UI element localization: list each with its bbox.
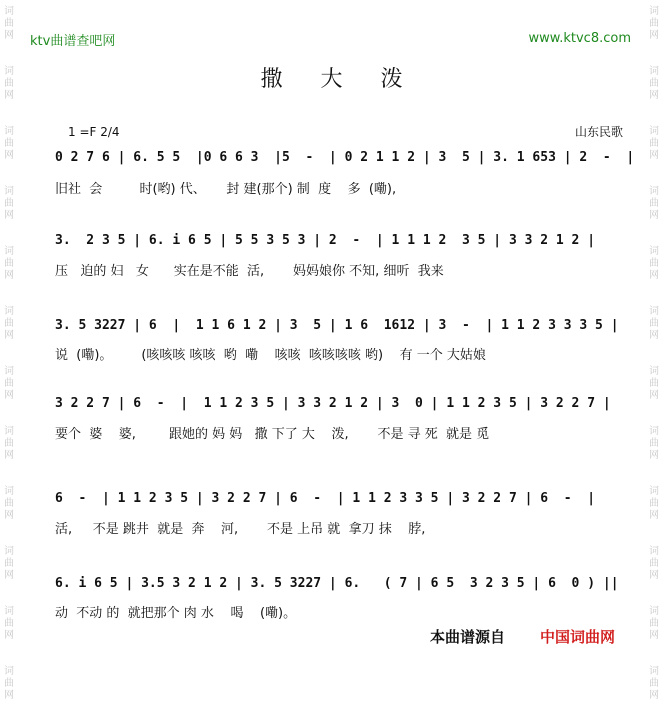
- watermark-char: 曲: [649, 558, 659, 569]
- watermark-char: 词: [4, 186, 14, 197]
- source-label: 本曲谱源自: [430, 628, 506, 646]
- lyrics-row: 旧社 会 时(哟) 代、 封 建(那个) 制 度 多 (嘞),: [55, 182, 397, 197]
- watermark-char: 词: [4, 486, 14, 497]
- watermark-char: 曲: [4, 318, 14, 329]
- watermark-char: 网: [4, 330, 14, 341]
- lyrics-row: 说 (嘞)。 (咳咳咳 咳咳 哟 嘞 咳咳 咳咳咳咳 哟) 有 一个 大姑娘: [55, 348, 486, 363]
- watermark-char: 网: [649, 30, 659, 41]
- watermark-char: 词: [4, 606, 14, 617]
- watermark-char: 网: [649, 570, 659, 581]
- watermark-char: 词: [4, 66, 14, 77]
- watermark-char: 曲: [649, 258, 659, 269]
- watermark-char: 词: [4, 666, 14, 677]
- watermark-char: 网: [649, 630, 659, 641]
- watermark-char: 曲: [649, 138, 659, 149]
- watermark-char: 词: [4, 426, 14, 437]
- watermark-char: 网: [649, 270, 659, 281]
- watermark-char: 词: [649, 6, 659, 17]
- watermark-char: 词: [4, 6, 14, 17]
- watermark-char: 曲: [649, 318, 659, 329]
- watermark-char: 曲: [649, 498, 659, 509]
- watermark-char: 词: [4, 306, 14, 317]
- watermark-char: 词: [649, 666, 659, 677]
- watermark-char: 网: [4, 690, 14, 701]
- watermark-char: 曲: [649, 198, 659, 209]
- watermark-char: 词: [649, 546, 659, 557]
- notation-row: 6 - | 1 1 2 3 5 | 3 2 2 7 | 6 - | 1 1 2 3 3 5 | 3 2 2 7 | 6 - |: [55, 491, 596, 506]
- notation-row: 0 2 7 6 | 6. 5 5 |0 6 6 3 |5 - | 0 2 1 1 2 | 3 5 | 3. 1 653 | 2 - |: [55, 150, 635, 165]
- notation-row: 3 2 2 7 | 6 - | 1 1 2 3 5 | 3 3 2 1 2 | 3 0 | 1 1 2 3 5 | 3 2 2 7 |: [55, 396, 611, 411]
- watermark-char: 网: [649, 90, 659, 101]
- watermark-char: 网: [4, 30, 14, 41]
- watermark-char: 网: [4, 210, 14, 221]
- notation-row: 6. i 6 5 | 3.5 3 2 1 2 | 3. 5 3227 | 6. ( 7 | 6 5 3 2 3 5 | 6 0 ) ||: [55, 576, 619, 591]
- watermark-left: [2, 0, 16, 701]
- notation-row: 3. 5 3227 | 6 | 1 1 6 1 2 | 3 5 | 1 6 1612 | 3 - | 1 1 2 3 3 3 5 |: [55, 318, 619, 333]
- lyrics-row: 动 不动 的 就把那个 肉 水 喝 (嘞)。: [55, 606, 297, 621]
- lyrics-row: 压 迫的 妇 女 实在是不能 活, 妈妈娘你 不知, 细听 我来: [55, 264, 444, 279]
- watermark-char: 曲: [4, 558, 14, 569]
- watermark-char: 曲: [649, 378, 659, 389]
- site-name-left[interactable]: ktv曲谱查吧网: [30, 34, 116, 49]
- watermark-char: 网: [4, 450, 14, 461]
- lyrics-row: 活, 不是 跳井 就是 奔 河, 不是 上吊 就 拿刀 抹 脖,: [55, 522, 426, 537]
- watermark-char: 词: [4, 366, 14, 377]
- watermark-char: 曲: [4, 378, 14, 389]
- site-url-right[interactable]: www.ktvc8.com: [528, 31, 631, 46]
- source-site-link[interactable]: 中国词曲网: [540, 628, 616, 646]
- watermark-char: 词: [4, 126, 14, 137]
- watermark-char: 网: [4, 630, 14, 641]
- watermark-char: 网: [649, 510, 659, 521]
- watermark-char: 词: [649, 186, 659, 197]
- song-title: 撒大泼: [260, 67, 441, 92]
- watermark-char: 网: [649, 330, 659, 341]
- watermark-right: [647, 0, 661, 701]
- watermark-char: 曲: [649, 618, 659, 629]
- watermark-char: 网: [649, 150, 659, 161]
- watermark-char: 曲: [4, 18, 14, 29]
- lyrics-row: 要个 婆 婆, 跟她的 妈 妈 撒 下了 大 泼, 不是 寻 死 就是 觅: [55, 427, 490, 442]
- watermark-char: 词: [649, 126, 659, 137]
- watermark-char: 词: [649, 486, 659, 497]
- watermark-char: 曲: [4, 78, 14, 89]
- watermark-char: 网: [649, 690, 659, 701]
- watermark-char: 网: [4, 390, 14, 401]
- watermark-char: 曲: [649, 78, 659, 89]
- watermark-char: 词: [4, 546, 14, 557]
- watermark-char: 网: [649, 390, 659, 401]
- watermark-char: 词: [649, 366, 659, 377]
- watermark-char: 曲: [4, 498, 14, 509]
- watermark-char: 网: [649, 210, 659, 221]
- watermark-char: 曲: [4, 618, 14, 629]
- key-signature: 1 =F 2/4: [68, 125, 120, 139]
- watermark-char: 网: [4, 510, 14, 521]
- watermark-char: 词: [649, 306, 659, 317]
- watermark-char: 曲: [4, 198, 14, 209]
- watermark-char: 网: [4, 90, 14, 101]
- watermark-char: 网: [649, 450, 659, 461]
- song-origin: 山东民歌: [574, 125, 623, 139]
- watermark-char: 词: [649, 606, 659, 617]
- notation-row: 3. 2 3 5 | 6. i 6 5 | 5 5 3 5 3 | 2 - | 1 1 1 2 3 5 | 3 3 2 1 2 |: [55, 233, 596, 248]
- watermark-char: 词: [649, 66, 659, 77]
- watermark-char: 曲: [649, 678, 659, 689]
- watermark-char: 曲: [4, 258, 14, 269]
- watermark-char: 网: [4, 570, 14, 581]
- watermark-char: 曲: [649, 18, 659, 29]
- watermark-char: 曲: [4, 438, 14, 449]
- watermark-char: 词: [649, 246, 659, 257]
- watermark-char: 词: [4, 246, 14, 257]
- watermark-char: 曲: [649, 438, 659, 449]
- watermark-char: 网: [4, 270, 14, 281]
- watermark-char: 曲: [4, 138, 14, 149]
- watermark-char: 曲: [4, 678, 14, 689]
- watermark-char: 网: [4, 150, 14, 161]
- watermark-char: 词: [649, 426, 659, 437]
